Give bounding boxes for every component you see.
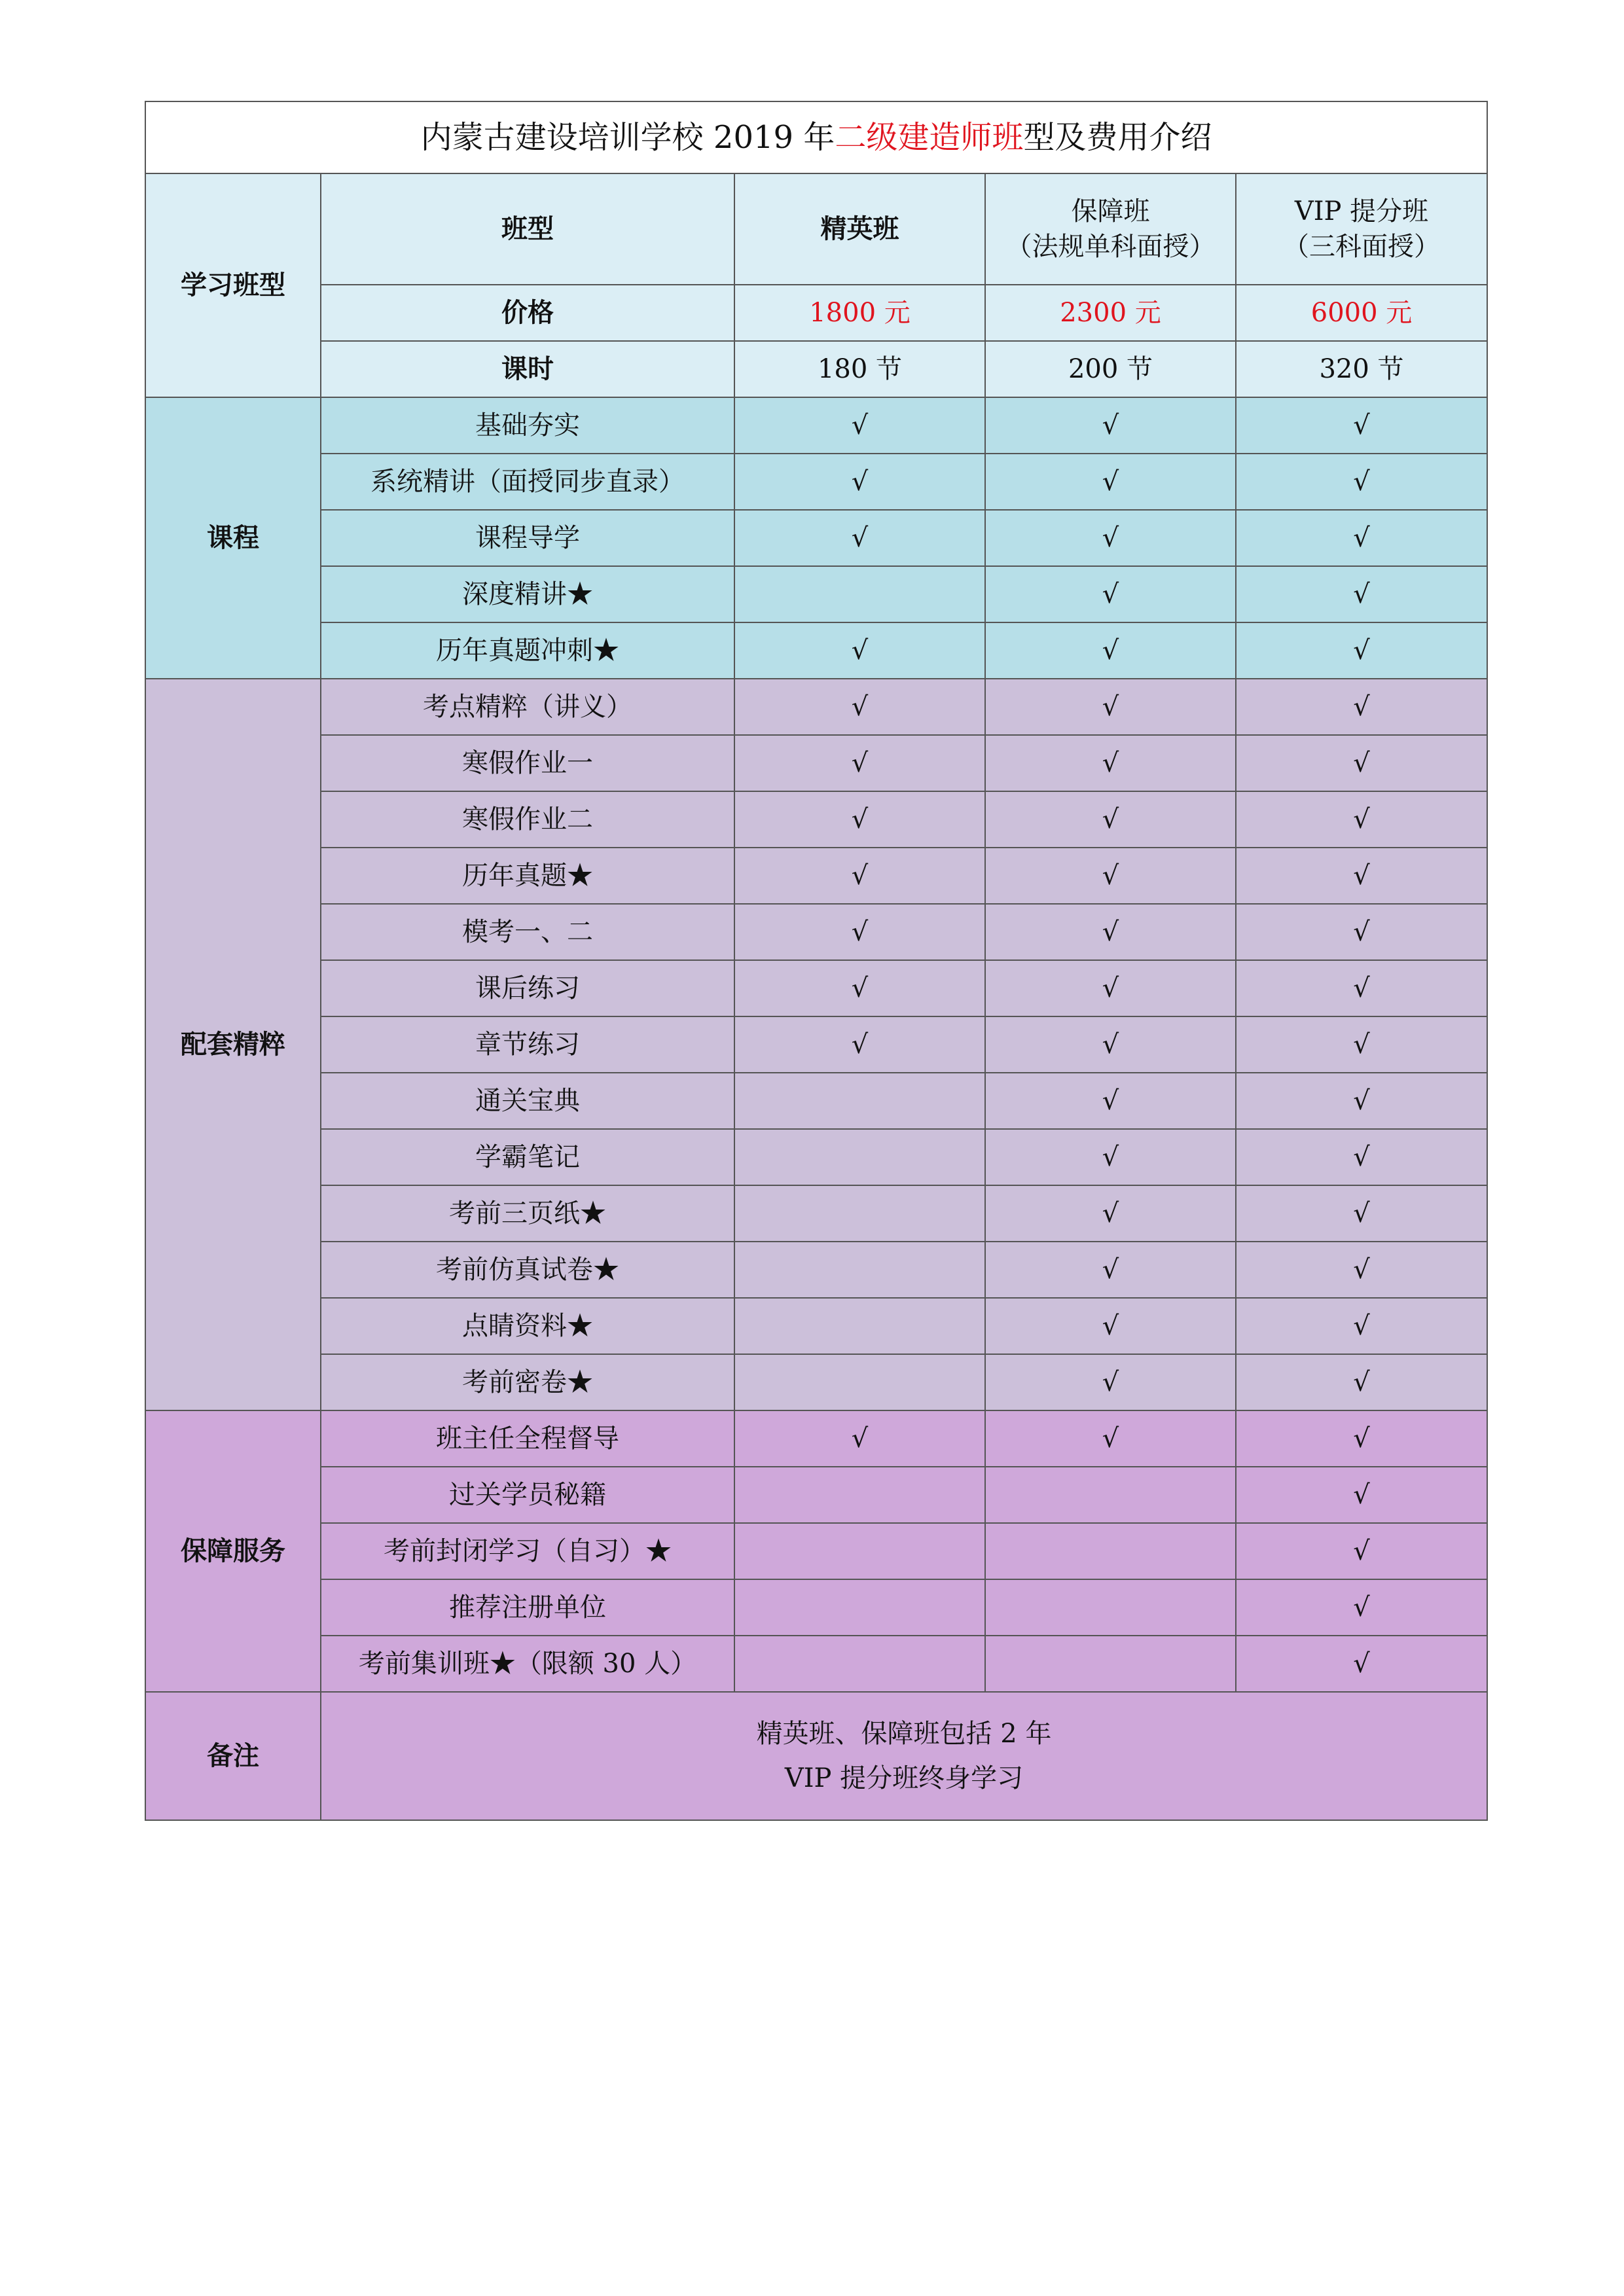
check-mark-guarantee: √ xyxy=(985,679,1236,735)
table-row xyxy=(145,1185,1487,1242)
check-mark-elite xyxy=(734,1523,985,1579)
feature-name: 过关学员秘籍 xyxy=(321,1467,734,1523)
check-mark-vip: √ xyxy=(1236,397,1487,454)
check-mark-guarantee: √ xyxy=(985,510,1236,566)
check-mark-guarantee xyxy=(985,1467,1236,1523)
check-mark-guarantee: √ xyxy=(985,566,1236,622)
check-mark-guarantee: √ xyxy=(985,960,1236,1016)
table-row xyxy=(145,1073,1487,1129)
check-mark-elite: √ xyxy=(734,791,985,848)
class-name-elite: 精英班 xyxy=(734,173,985,285)
feature-name: 历年真题冲刺★ xyxy=(321,622,734,679)
check-mark-vip: √ xyxy=(1236,1016,1487,1073)
check-mark-guarantee: √ xyxy=(985,1298,1236,1354)
check-mark-elite xyxy=(734,1467,985,1523)
hours-guarantee: 200 节 xyxy=(985,341,1236,397)
check-mark-elite: √ xyxy=(734,679,985,735)
section-label-material: 配套精粹 xyxy=(145,679,321,1410)
table-row xyxy=(145,1242,1487,1298)
table-row xyxy=(145,848,1487,904)
check-mark-vip: √ xyxy=(1236,960,1487,1016)
hours-elite: 180 节 xyxy=(734,341,985,397)
check-mark-elite: √ xyxy=(734,622,985,679)
check-mark-guarantee: √ xyxy=(985,1410,1236,1467)
feature-name: 课后练习 xyxy=(321,960,734,1016)
check-mark-vip: √ xyxy=(1236,1579,1487,1636)
feature-name: 通关宝典 xyxy=(321,1073,734,1129)
price-row xyxy=(145,285,1487,341)
section-label-course: 课程 xyxy=(145,397,321,679)
check-mark-elite xyxy=(734,1636,985,1692)
table-row xyxy=(145,1636,1487,1692)
table-row xyxy=(145,735,1487,791)
feature-name: 考前集训班★（限额 30 人） xyxy=(321,1636,734,1692)
remark-line: VIP 提分班终身学习 xyxy=(784,1763,1024,1793)
section-label-service: 保障服务 xyxy=(145,1410,321,1692)
check-mark-vip: √ xyxy=(1236,904,1487,960)
table-row xyxy=(145,1579,1487,1636)
check-mark-guarantee: √ xyxy=(985,1129,1236,1185)
check-mark-guarantee: √ xyxy=(985,1242,1236,1298)
remark-row xyxy=(145,1692,1487,1820)
check-mark-elite: √ xyxy=(734,904,985,960)
table-row xyxy=(145,566,1487,622)
title-highlight: 二级建造师班 xyxy=(835,118,1024,156)
feature-name: 系统精讲（面授同步直录） xyxy=(321,454,734,510)
check-mark-guarantee: √ xyxy=(985,791,1236,848)
table-row xyxy=(145,1016,1487,1073)
check-mark-vip: √ xyxy=(1236,791,1487,848)
class-name-vip: VIP 提分班 （三科面授） xyxy=(1236,173,1487,285)
table-row xyxy=(145,904,1487,960)
price-guarantee: 2300 元 xyxy=(985,285,1236,341)
price-label: 价格 xyxy=(321,285,734,341)
table-row xyxy=(145,454,1487,510)
check-mark-elite xyxy=(734,1073,985,1129)
check-mark-vip: √ xyxy=(1236,1467,1487,1523)
check-mark-elite: √ xyxy=(734,1410,985,1467)
table-row xyxy=(145,791,1487,848)
check-mark-elite: √ xyxy=(734,735,985,791)
check-mark-elite: √ xyxy=(734,397,985,454)
check-mark-vip: √ xyxy=(1236,848,1487,904)
title-suffix: 型及费用介绍 xyxy=(1023,118,1212,156)
check-mark-vip: √ xyxy=(1236,1185,1487,1242)
feature-name: 模考一、二 xyxy=(321,904,734,960)
table-row xyxy=(145,397,1487,454)
check-mark-elite xyxy=(734,566,985,622)
class-type-label: 班型 xyxy=(321,173,734,285)
feature-name: 推荐注册单位 xyxy=(321,1579,734,1636)
title-prefix: 内蒙古建设培训学校 2019 年 xyxy=(420,118,835,156)
table-row xyxy=(145,510,1487,566)
feature-name: 课程导学 xyxy=(321,510,734,566)
check-mark-elite xyxy=(734,1185,985,1242)
check-mark-elite xyxy=(734,1298,985,1354)
table-row xyxy=(145,1129,1487,1185)
check-mark-guarantee xyxy=(985,1579,1236,1636)
check-mark-guarantee: √ xyxy=(985,1016,1236,1073)
check-mark-guarantee: √ xyxy=(985,622,1236,679)
check-mark-elite: √ xyxy=(734,848,985,904)
table-row xyxy=(145,960,1487,1016)
section-label-study: 学习班型 xyxy=(145,173,321,397)
check-mark-guarantee: √ xyxy=(985,454,1236,510)
check-mark-elite: √ xyxy=(734,1016,985,1073)
table-row xyxy=(145,1298,1487,1354)
feature-name: 学霸笔记 xyxy=(321,1129,734,1185)
check-mark-elite: √ xyxy=(734,454,985,510)
check-mark-vip: √ xyxy=(1236,679,1487,735)
table-row xyxy=(145,1467,1487,1523)
check-mark-guarantee: √ xyxy=(985,735,1236,791)
feature-name: 考前密卷★ xyxy=(321,1354,734,1410)
feature-name: 考前封闭学习（自习）★ xyxy=(321,1523,734,1579)
table-title xyxy=(145,101,1487,173)
feature-name: 考前仿真试卷★ xyxy=(321,1242,734,1298)
price-vip: 6000 元 xyxy=(1236,285,1487,341)
check-mark-guarantee: √ xyxy=(985,1073,1236,1129)
check-mark-elite xyxy=(734,1579,985,1636)
check-mark-vip: √ xyxy=(1236,1242,1487,1298)
class-name-guarantee: 保障班 （法规单科面授） xyxy=(985,173,1236,285)
check-mark-elite xyxy=(734,1242,985,1298)
check-mark-vip: √ xyxy=(1236,735,1487,791)
check-mark-vip: √ xyxy=(1236,1073,1487,1129)
feature-name: 班主任全程督导 xyxy=(321,1410,734,1467)
check-mark-vip: √ xyxy=(1236,1410,1487,1467)
feature-name: 深度精讲★ xyxy=(321,566,734,622)
check-mark-guarantee: √ xyxy=(985,397,1236,454)
price-elite: 1800 元 xyxy=(734,285,985,341)
check-mark-vip: √ xyxy=(1236,1523,1487,1579)
remark-line: 精英班、保障班包括 2 年 xyxy=(756,1719,1052,1749)
class-type-row xyxy=(145,173,1487,285)
hours-vip: 320 节 xyxy=(1236,341,1487,397)
hours-row xyxy=(145,341,1487,397)
table-row xyxy=(145,1410,1487,1467)
check-mark-vip: √ xyxy=(1236,1636,1487,1692)
check-mark-vip: √ xyxy=(1236,454,1487,510)
check-mark-elite: √ xyxy=(734,960,985,1016)
feature-name: 章节练习 xyxy=(321,1016,734,1073)
check-mark-vip: √ xyxy=(1236,622,1487,679)
check-mark-guarantee xyxy=(985,1636,1236,1692)
feature-name: 点睛资料★ xyxy=(321,1298,734,1354)
table-row xyxy=(145,679,1487,735)
remark-content xyxy=(321,1692,1487,1820)
check-mark-vip: √ xyxy=(1236,1129,1487,1185)
feature-name: 寒假作业一 xyxy=(321,735,734,791)
check-mark-vip: √ xyxy=(1236,1298,1487,1354)
fee-table xyxy=(145,101,1488,1821)
feature-name: 寒假作业二 xyxy=(321,791,734,848)
table-row xyxy=(145,1523,1487,1579)
check-mark-elite xyxy=(734,1129,985,1185)
check-mark-guarantee: √ xyxy=(985,1354,1236,1410)
remark-label: 备注 xyxy=(145,1692,321,1820)
check-mark-guarantee: √ xyxy=(985,848,1236,904)
feature-name: 基础夯实 xyxy=(321,397,734,454)
check-mark-guarantee: √ xyxy=(985,904,1236,960)
table-row xyxy=(145,1354,1487,1410)
feature-name: 考前三页纸★ xyxy=(321,1185,734,1242)
check-mark-elite xyxy=(734,1354,985,1410)
fee-table-sheet xyxy=(145,101,1487,1821)
check-mark-vip: √ xyxy=(1236,1354,1487,1410)
feature-name: 考点精粹（讲义） xyxy=(321,679,734,735)
check-mark-elite: √ xyxy=(734,510,985,566)
check-mark-vip: √ xyxy=(1236,510,1487,566)
check-mark-vip: √ xyxy=(1236,566,1487,622)
hours-label: 课时 xyxy=(321,341,734,397)
check-mark-guarantee xyxy=(985,1523,1236,1579)
table-row xyxy=(145,622,1487,679)
check-mark-guarantee: √ xyxy=(985,1185,1236,1242)
feature-name: 历年真题★ xyxy=(321,848,734,904)
